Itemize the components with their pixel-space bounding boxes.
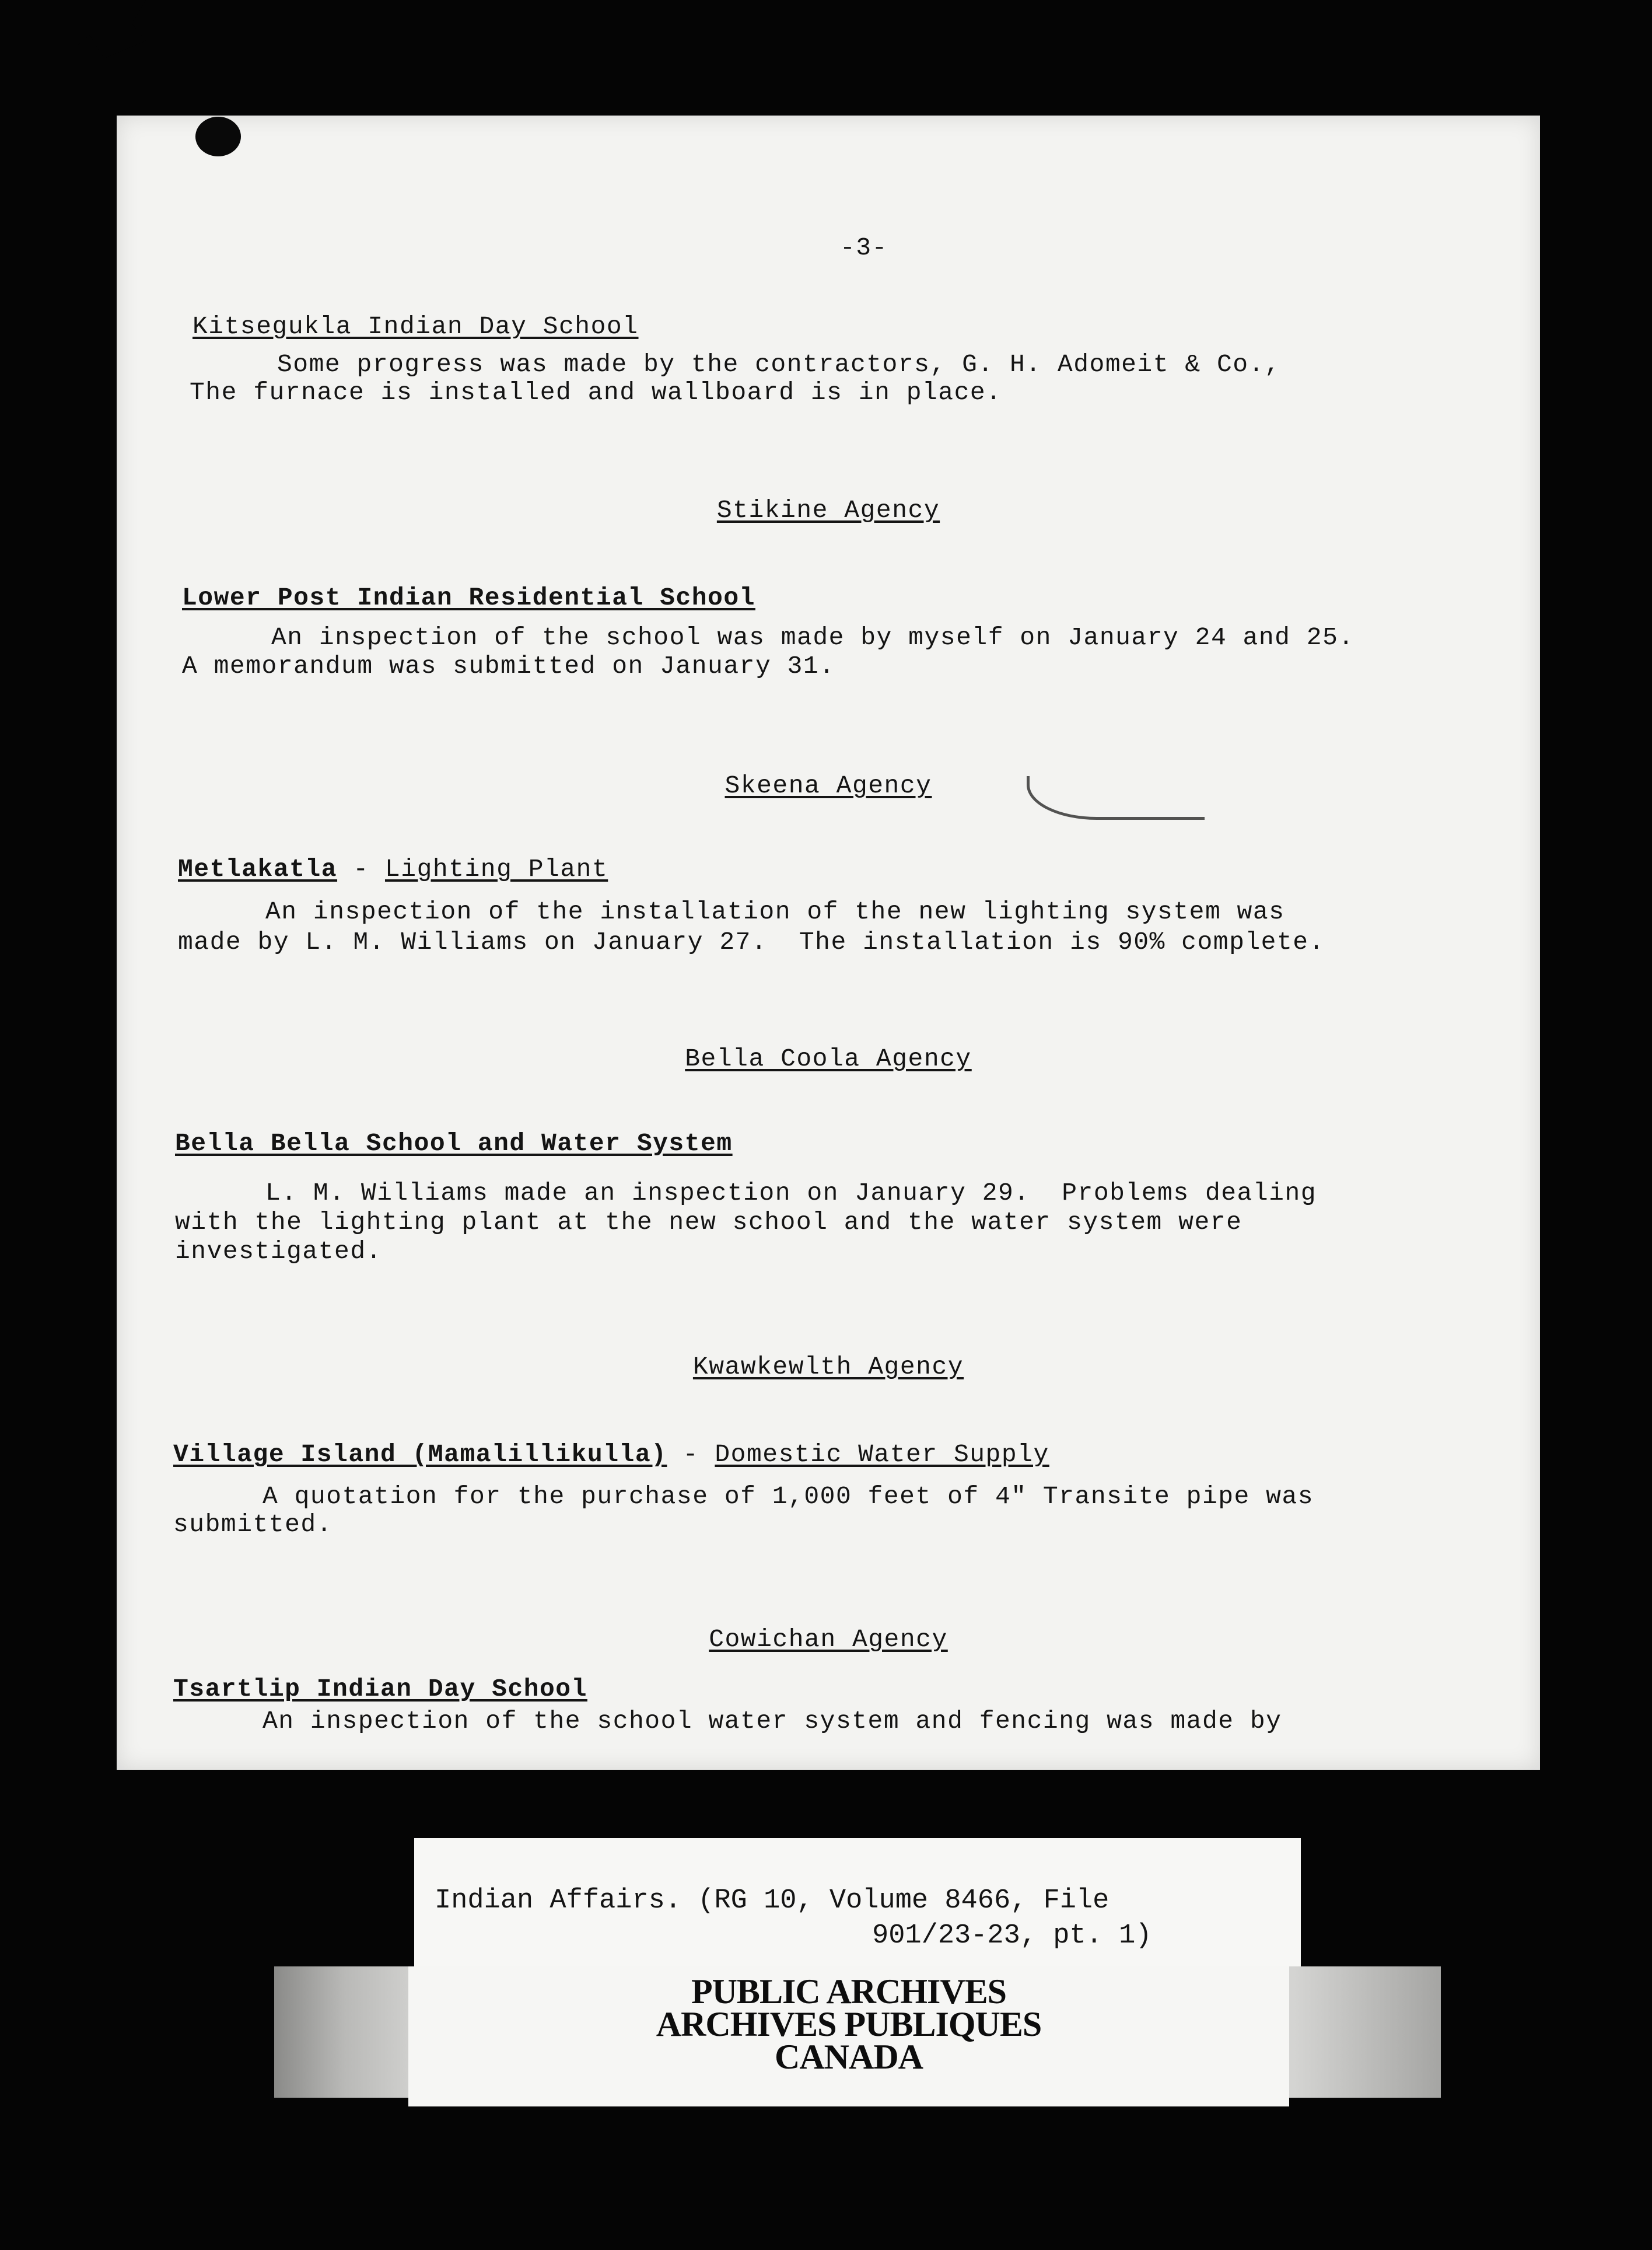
section-heading-metlakatla: Metlakatla bbox=[178, 855, 338, 883]
public-archives-canada-logo bbox=[408, 1972, 1289, 2076]
agency-heading-skeena: Skeena Agency bbox=[724, 771, 932, 800]
archive-reference-line-1: Indian Affairs. (RG 10, Volume 8466, File bbox=[435, 1885, 1110, 1916]
section-heading-tsartlip: Tsartlip Indian Day School bbox=[173, 1675, 587, 1703]
section-heading-kitsegukla: Kitsegukla Indian Day School bbox=[192, 312, 639, 341]
section-heading-village-island: Village Island (Mamalillikulla) bbox=[173, 1440, 667, 1469]
metlakatla-line-1: An inspection of the installation of the new lighting system was bbox=[265, 897, 1285, 926]
lower-post-line-1: An inspection of the school was made by myself on January 24 and 25. bbox=[271, 623, 1354, 652]
agency-heading-kwawkewlth: Kwawkewlth Agency bbox=[692, 1353, 964, 1381]
village-island-line-1: A quotation for the purchase of 1,000 feet of 4" Transite pipe was bbox=[262, 1482, 1314, 1511]
agency-heading-stikine: Stikine Agency bbox=[716, 496, 940, 525]
bella-bella-line-1: L. M. Williams made an inspection on January 29. Problems dealing bbox=[265, 1179, 1317, 1207]
stamp-line-1: PUBLIC ARCHIVES bbox=[691, 1972, 1007, 2011]
stamp-line-3: CANADA bbox=[775, 2038, 923, 2076]
metlakatla-heading-row bbox=[178, 855, 608, 884]
stamp-line-2: ARCHIVES PUBLIQUES bbox=[656, 2005, 1042, 2043]
agency-heading-cowichan: Cowichan Agency bbox=[709, 1625, 948, 1654]
metlakatla-line-2: made by L. M. Williams on January 27. The installation is 90% complete. bbox=[178, 928, 1325, 956]
heading-separator: - bbox=[353, 855, 369, 883]
section-heading-bella-bella: Bella Bella School and Water System bbox=[175, 1129, 733, 1158]
archive-reference-line-2: 901/23-23, pt. 1) bbox=[872, 1920, 1152, 1951]
tsartlip-line-1: An inspection of the school water system and fencing was made by bbox=[262, 1707, 1282, 1735]
lower-post-line-2: A memorandum was submitted on January 31. bbox=[182, 652, 835, 680]
bella-bella-line-3: investigated. bbox=[175, 1237, 382, 1266]
page-number: -3- bbox=[840, 233, 888, 262]
section-subheading-domestic-water-supply: Domestic Water Supply bbox=[715, 1440, 1049, 1469]
section-subheading-lighting-plant: Lighting Plant bbox=[384, 855, 608, 883]
agency-heading-bella-coola: Bella Coola Agency bbox=[685, 1044, 972, 1073]
section-heading-lower-post: Lower Post Indian Residential School bbox=[182, 584, 755, 612]
kitsegukla-line-1: Some progress was made by the contractors, G. H. Adomeit & Co., bbox=[277, 350, 1281, 379]
kitsegukla-line-2: The furnace is installed and wallboard is in place. bbox=[190, 378, 1002, 407]
bella-bella-line-2: with the lighting plant at the new school and the water system were bbox=[175, 1208, 1242, 1236]
punch-hole bbox=[195, 117, 241, 156]
village-island-line-2: submitted. bbox=[173, 1510, 333, 1539]
heading-separator: - bbox=[682, 1440, 699, 1469]
village-island-heading-row bbox=[173, 1440, 1049, 1469]
torn-corner bbox=[76, 0, 146, 58]
